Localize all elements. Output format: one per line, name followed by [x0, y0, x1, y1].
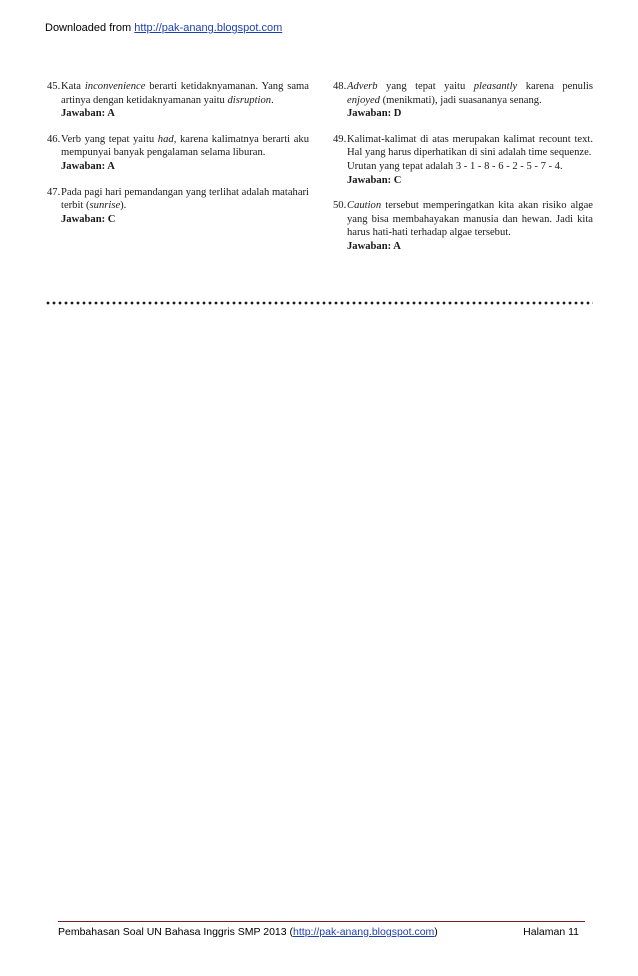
item-number: 49.: [333, 133, 347, 145]
italic-term: Adverb: [347, 81, 378, 92]
left-column: [47, 80, 309, 238]
answer-label: Jawaban: C: [347, 174, 402, 186]
italic-term: enjoyed: [347, 94, 380, 106]
download-source-header: [45, 22, 282, 34]
blog-link[interactable]: http://pak-anang.blogspot.com: [134, 22, 283, 34]
answer-label: Jawaban: A: [61, 108, 115, 120]
italic-term: sunrise: [89, 200, 121, 212]
italic-term: disruption: [227, 94, 272, 106]
item-text: yang tepat yaitu: [377, 81, 474, 92]
item-text: (menikmati), jadi suasananya senang.: [379, 94, 542, 106]
item-number: 50.: [333, 200, 347, 212]
item-number: 48.: [333, 81, 347, 92]
footer-title: [58, 926, 438, 938]
answer-item-45: [47, 80, 309, 121]
item-number: 47.: [47, 186, 61, 198]
item-text: .: [271, 94, 274, 106]
answer-label: Jawaban: D: [347, 108, 402, 120]
answer-label: Jawaban: A: [61, 160, 115, 172]
download-prefix: Downloaded from: [45, 22, 135, 34]
page-footer: [58, 921, 585, 938]
footer-link[interactable]: http://pak-anang.blogspot.com: [293, 926, 435, 938]
page-number: Halaman 11: [523, 926, 579, 938]
answer-item-50: [333, 199, 593, 253]
italic-term: Caution: [347, 200, 382, 212]
right-column: [333, 80, 593, 266]
answer-item-49: [333, 133, 593, 187]
answer-label: Jawaban: C: [61, 213, 116, 225]
item-text: Kata: [61, 81, 85, 92]
italic-term: inconvenience: [84, 81, 146, 92]
item-text: , karena kalimatnya berarti aku mempunyai banyak pengalaman selama liburan.: [61, 133, 309, 159]
item-text: berarti ketidaknyamanan. Yang sama artinya dengan ketidaknyamanan yaitu: [61, 81, 309, 106]
sequence-text: Urutan yang tepat adalah 3 - 1 - 8 - 6 - 2 - 5 - 7 - 4.: [347, 160, 563, 172]
answer-item-46: [47, 133, 309, 174]
footer-prefix: Pembahasan Soal UN Bahasa Inggris SMP 2013 (: [58, 926, 294, 938]
dotted-divider: [45, 300, 593, 306]
answer-item-47: [47, 186, 309, 227]
footer-suffix: ): [434, 926, 438, 938]
item-number: 45.: [47, 81, 61, 92]
italic-term: had: [157, 133, 174, 145]
item-text: tersebut memperingatkan kita akan risiko algae yang bisa membahayakan manusia dan hewan. Jadi kita harus hati-hati terhadap algae tersebut.: [347, 200, 593, 239]
answer-item-48: [333, 80, 593, 121]
item-number: 46.: [47, 133, 61, 145]
item-text: Kalimat-kalimat di atas merupakan kalimat recount text. Hal yang harus diperhatikan di sini adalah time sequenze.: [347, 133, 593, 159]
italic-term: pleasantly: [473, 81, 518, 92]
item-text: karena penulis: [517, 81, 593, 92]
item-text: Pada pagi hari pemandangan yang terlihat adalah matahari terbit (: [61, 186, 309, 212]
item-text: Verb yang tepat yaitu: [61, 133, 158, 145]
answer-label: Jawaban: A: [347, 240, 401, 252]
item-text: ).: [120, 200, 127, 212]
